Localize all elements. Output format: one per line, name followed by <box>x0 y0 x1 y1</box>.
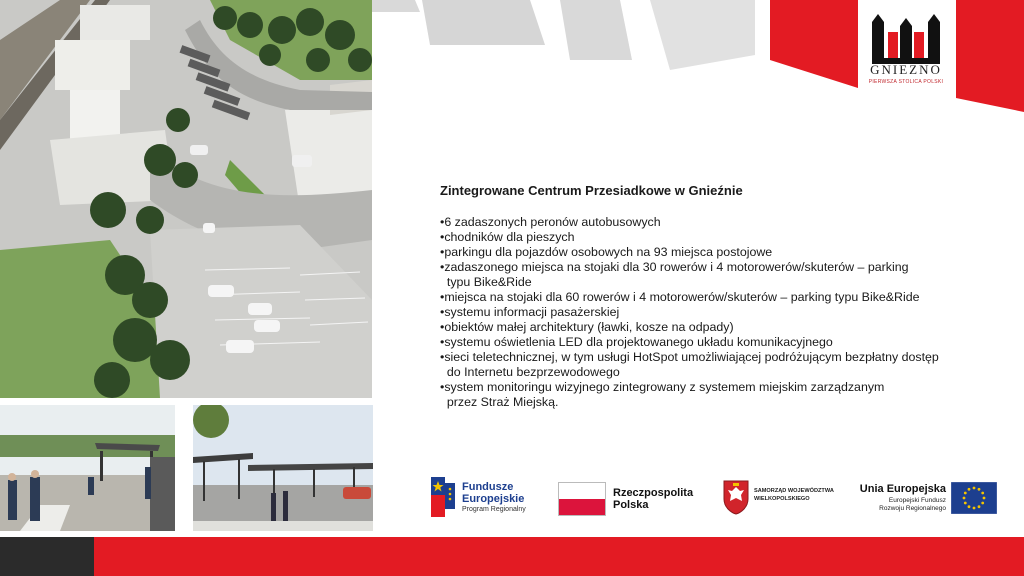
polish-flag-icon <box>558 482 606 516</box>
list-item: •systemu informacji pasażerskiej <box>440 305 620 319</box>
logo-wordmark: GNIEZNO <box>870 62 942 77</box>
list-item: •chodników dla pieszych <box>440 230 575 244</box>
page-title: Zintegrowane Centrum Przesiadkowe w Gnieźnie <box>440 183 743 198</box>
bus-platform-render-left <box>0 405 175 531</box>
list-item: •obiektów małej architektury (ławki, kosze na odpady) <box>440 320 734 334</box>
unia-europejska-label: Unia Europejska <box>859 483 946 495</box>
rozwoju-regionalnego-label: Rozwoju Regionalnego <box>879 505 946 512</box>
feature-list <box>440 215 1020 410</box>
europejski-fundusz-label: Europejski Fundusz <box>888 497 946 504</box>
wielkopolskiego-label: WIELKOPOLSKIEGO <box>754 496 810 502</box>
logo-tagline: PIERWSZA STOLICA POLSKI <box>868 79 944 85</box>
decorative-top-bars <box>370 0 830 80</box>
list-item: przez Straż Miejską. <box>440 395 559 409</box>
bus-platform-render-right <box>193 405 373 531</box>
wielkopolska-crest-icon <box>722 479 750 515</box>
list-item: •sieci teletechnicznej, w tym usługi HotSpot umożliwiającej podróżującym bezpłatny dostęp <box>440 350 939 364</box>
footer-band-red <box>94 537 1024 576</box>
footer-band-dark <box>0 537 94 576</box>
polska-label: Polska <box>613 499 649 511</box>
eu-flag-icon <box>951 482 997 514</box>
list-item: typu Bike&Ride <box>440 275 532 289</box>
list-item: •systemu oświetlenia LED dla projektowanego układu komunikacyjnego <box>440 335 833 349</box>
aerial-visualization-image <box>0 0 372 398</box>
fundusze-label: Fundusze <box>462 481 514 493</box>
list-item: •6 zadaszonych peronów autobusowych <box>440 215 661 229</box>
eu-funds-flag-icon <box>431 477 457 517</box>
europejskie-label: Europejskie <box>462 493 525 505</box>
rzeczpospolita-label: Rzeczpospolita <box>613 487 694 499</box>
list-item: •zadaszonego miejsca na stojaki dla 30 rowerów i 4 motorowerów/skuterów – parking <box>440 260 909 274</box>
list-item: •miejsca na stojaki dla 60 rowerów i 4 motorowerów/skuterów – parking typu Bike&Ride <box>440 290 920 304</box>
list-item: do Internetu bezprzewodowego <box>440 365 620 379</box>
list-item: •system monitoringu wizyjnego zintegrowany z systemem miejskim zarządzanym <box>440 380 885 394</box>
program-regionalny-label: Program Regionalny <box>462 506 526 513</box>
list-item: •parkingu dla pojazdów osobowych na 93 miejsca postojowe <box>440 245 773 259</box>
samorzad-label: SAMORZĄD WOJEWÓDZTWA <box>754 488 834 494</box>
